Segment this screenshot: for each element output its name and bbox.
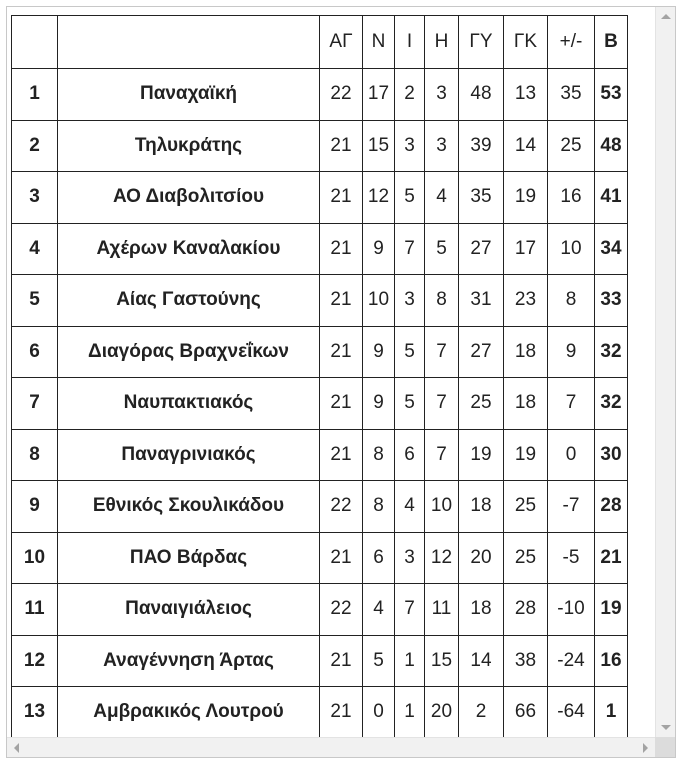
chevron-right-icon[interactable]	[643, 743, 648, 753]
header-goals-for: ΓΥ	[459, 16, 504, 69]
goals-for-cell: 18	[459, 481, 504, 533]
draws-cell: 5	[395, 326, 425, 378]
points-cell: 32	[595, 326, 628, 378]
losses-cell: 7	[425, 429, 459, 481]
points-cell: 32	[595, 378, 628, 430]
horizontal-scrollbar[interactable]	[7, 737, 655, 757]
played-cell: 21	[320, 120, 363, 172]
goals-for-cell: 35	[459, 172, 504, 224]
table-row	[12, 120, 628, 172]
table-row	[12, 532, 628, 584]
played-cell: 21	[320, 326, 363, 378]
draws-cell: 3	[395, 275, 425, 327]
row-pos: 2	[12, 120, 58, 172]
goal-diff-cell: 10	[548, 223, 595, 275]
goals-against-cell: 23	[504, 275, 548, 327]
row-pos: 7	[12, 378, 58, 430]
team-name: Διαγόρας Βραχνεΐκων	[58, 326, 320, 378]
team-name: Εθνικός Σκουλικάδου	[58, 481, 320, 533]
points-cell: 19	[595, 584, 628, 636]
goal-diff-cell: 25	[548, 120, 595, 172]
goal-diff-cell: 7	[548, 378, 595, 430]
goals-against-cell: 25	[504, 481, 548, 533]
chevron-down-icon[interactable]	[661, 725, 671, 730]
points-cell: 34	[595, 223, 628, 275]
header-team	[58, 16, 320, 69]
draws-cell: 7	[395, 223, 425, 275]
row-pos: 6	[12, 326, 58, 378]
points-cell: 28	[595, 481, 628, 533]
wins-cell: 9	[363, 378, 395, 430]
wins-cell: 6	[363, 532, 395, 584]
goal-diff-cell: -10	[548, 584, 595, 636]
table-row	[12, 223, 628, 275]
team-name: Ναυπακτιακός	[58, 378, 320, 430]
header-row	[12, 16, 628, 69]
played-cell: 22	[320, 481, 363, 533]
wins-cell: 17	[363, 69, 395, 121]
row-pos: 10	[12, 532, 58, 584]
table-row	[12, 687, 628, 738]
header-losses: Η	[425, 16, 459, 69]
standings-table	[11, 15, 628, 737]
points-cell: 41	[595, 172, 628, 224]
losses-cell: 7	[425, 378, 459, 430]
points-cell: 16	[595, 635, 628, 687]
losses-cell: 4	[425, 172, 459, 224]
played-cell: 21	[320, 378, 363, 430]
wins-cell: 4	[363, 584, 395, 636]
wins-cell: 9	[363, 326, 395, 378]
row-pos: 8	[12, 429, 58, 481]
goals-for-cell: 19	[459, 429, 504, 481]
played-cell: 21	[320, 429, 363, 481]
losses-cell: 7	[425, 326, 459, 378]
goal-diff-cell: -7	[548, 481, 595, 533]
team-name: Τηλυκράτης	[58, 120, 320, 172]
table-viewport	[7, 7, 655, 737]
team-name: Παναγρινιακός	[58, 429, 320, 481]
vertical-scrollbar[interactable]	[655, 7, 675, 737]
points-cell: 53	[595, 69, 628, 121]
wins-cell: 9	[363, 223, 395, 275]
goals-against-cell: 28	[504, 584, 548, 636]
wins-cell: 0	[363, 687, 395, 738]
goals-for-cell: 2	[459, 687, 504, 738]
goals-for-cell: 14	[459, 635, 504, 687]
table-row	[12, 172, 628, 224]
goal-diff-cell: -64	[548, 687, 595, 738]
goals-against-cell: 19	[504, 172, 548, 224]
team-name: ΑΟ Διαβολιτσίου	[58, 172, 320, 224]
points-cell: 48	[595, 120, 628, 172]
team-name: Αίας Γαστούνης	[58, 275, 320, 327]
wins-cell: 8	[363, 429, 395, 481]
team-name: Παναιγιάλειος	[58, 584, 320, 636]
played-cell: 21	[320, 635, 363, 687]
wins-cell: 5	[363, 635, 395, 687]
row-pos: 1	[12, 69, 58, 121]
goals-for-cell: 27	[459, 326, 504, 378]
table-row	[12, 481, 628, 533]
losses-cell: 5	[425, 223, 459, 275]
table-frame	[6, 6, 676, 758]
points-cell: 1	[595, 687, 628, 738]
goals-for-cell: 25	[459, 378, 504, 430]
goal-diff-cell: 16	[548, 172, 595, 224]
header-played: ΑΓ	[320, 16, 363, 69]
header-goal-diff: +/-	[548, 16, 595, 69]
scrollbar-corner	[655, 737, 675, 757]
goals-against-cell: 18	[504, 326, 548, 378]
draws-cell: 3	[395, 120, 425, 172]
losses-cell: 3	[425, 120, 459, 172]
draws-cell: 4	[395, 481, 425, 533]
losses-cell: 15	[425, 635, 459, 687]
losses-cell: 12	[425, 532, 459, 584]
played-cell: 21	[320, 275, 363, 327]
team-name: Παναχαϊκή	[58, 69, 320, 121]
goals-for-cell: 27	[459, 223, 504, 275]
row-pos: 12	[12, 635, 58, 687]
table-row	[12, 275, 628, 327]
chevron-left-icon[interactable]	[14, 743, 19, 753]
draws-cell: 1	[395, 635, 425, 687]
goals-for-cell: 20	[459, 532, 504, 584]
draws-cell: 3	[395, 532, 425, 584]
header-draws: Ι	[395, 16, 425, 69]
goal-diff-cell: 0	[548, 429, 595, 481]
losses-cell: 8	[425, 275, 459, 327]
row-pos: 11	[12, 584, 58, 636]
header-pos	[12, 16, 58, 69]
row-pos: 9	[12, 481, 58, 533]
points-cell: 21	[595, 532, 628, 584]
draws-cell: 6	[395, 429, 425, 481]
goals-against-cell: 19	[504, 429, 548, 481]
team-name: Αμβρακικός Λουτρού	[58, 687, 320, 738]
goals-against-cell: 66	[504, 687, 548, 738]
losses-cell: 3	[425, 69, 459, 121]
played-cell: 21	[320, 687, 363, 738]
goals-for-cell: 48	[459, 69, 504, 121]
goal-diff-cell: 35	[548, 69, 595, 121]
team-name: Αχέρων Καναλακίου	[58, 223, 320, 275]
played-cell: 21	[320, 172, 363, 224]
goal-diff-cell: 8	[548, 275, 595, 327]
goals-against-cell: 38	[504, 635, 548, 687]
goals-for-cell: 18	[459, 584, 504, 636]
draws-cell: 5	[395, 172, 425, 224]
row-pos: 5	[12, 275, 58, 327]
losses-cell: 10	[425, 481, 459, 533]
draws-cell: 7	[395, 584, 425, 636]
table-row	[12, 584, 628, 636]
points-cell: 33	[595, 275, 628, 327]
played-cell: 21	[320, 532, 363, 584]
losses-cell: 20	[425, 687, 459, 738]
goal-diff-cell: 9	[548, 326, 595, 378]
table-row	[12, 429, 628, 481]
header-wins: Ν	[363, 16, 395, 69]
goals-for-cell: 31	[459, 275, 504, 327]
table-row	[12, 635, 628, 687]
wins-cell: 10	[363, 275, 395, 327]
row-pos: 13	[12, 687, 58, 738]
wins-cell: 8	[363, 481, 395, 533]
table-row	[12, 326, 628, 378]
row-pos: 3	[12, 172, 58, 224]
header-points: Β	[595, 16, 628, 69]
draws-cell: 2	[395, 69, 425, 121]
played-cell: 21	[320, 223, 363, 275]
draws-cell: 5	[395, 378, 425, 430]
played-cell: 22	[320, 69, 363, 121]
goals-against-cell: 14	[504, 120, 548, 172]
table-row	[12, 69, 628, 121]
header-goals-against: ΓΚ	[504, 16, 548, 69]
team-name: Αναγέννηση Άρτας	[58, 635, 320, 687]
losses-cell: 11	[425, 584, 459, 636]
goals-against-cell: 13	[504, 69, 548, 121]
table-row	[12, 378, 628, 430]
goals-against-cell: 25	[504, 532, 548, 584]
goal-diff-cell: -5	[548, 532, 595, 584]
chevron-up-icon[interactable]	[661, 14, 671, 19]
goal-diff-cell: -24	[548, 635, 595, 687]
played-cell: 22	[320, 584, 363, 636]
goals-against-cell: 18	[504, 378, 548, 430]
goals-for-cell: 39	[459, 120, 504, 172]
wins-cell: 15	[363, 120, 395, 172]
draws-cell: 1	[395, 687, 425, 738]
team-name: ΠΑΟ Βάρδας	[58, 532, 320, 584]
wins-cell: 12	[363, 172, 395, 224]
points-cell: 30	[595, 429, 628, 481]
goals-against-cell: 17	[504, 223, 548, 275]
row-pos: 4	[12, 223, 58, 275]
